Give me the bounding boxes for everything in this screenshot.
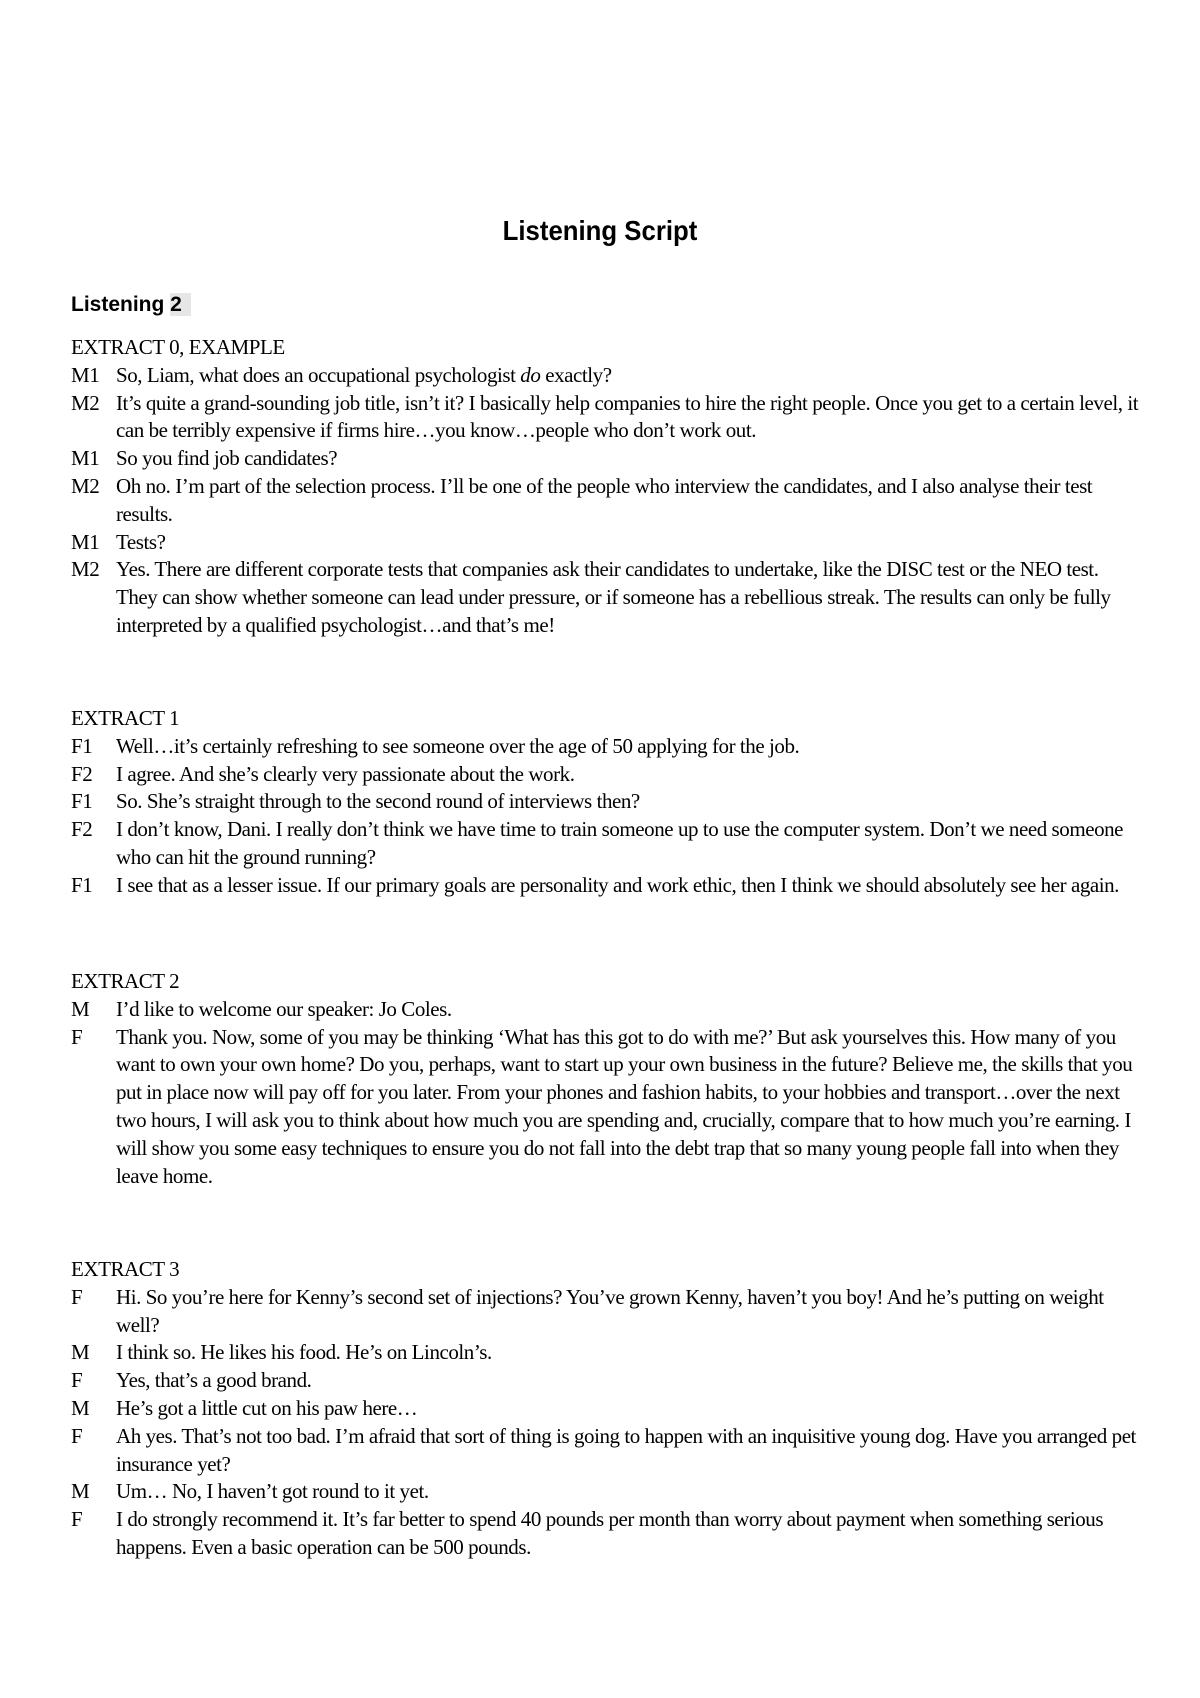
line-text: Yes. There are different corporate tests that companies ask their candidates to undertake, like the DISC test or the NEO test. They can show whether someone can lead under pressure, or if someone has a rebellious streak. The results can only be fully interpreted by a qualified psychologist…and that’s me!: [116, 557, 1111, 637]
script-line: [71, 1284, 1141, 1340]
script-line: [71, 733, 1141, 761]
subtitle-text: Listening: [71, 293, 171, 316]
speaker-label: F: [71, 1284, 83, 1309]
line-emphasis: do: [520, 362, 541, 387]
line-text: I agree. And she’s clearly very passionate about the work.: [116, 761, 575, 786]
speaker-label: M: [71, 1479, 90, 1504]
speaker-label: M1: [71, 529, 100, 554]
line-text: Hi. So you’re here for Kenny’s second set of injections? You’ve grown Kenny, haven’t you boy! And he’s putting on weight well?: [116, 1284, 1104, 1337]
line-text: Thank you. Now, some of you may be thinking ‘What has this got to do with me?’ But ask yourselves this. How many of you want to own your own home? Do you, perhaps, want to start up your own business in the future? Believe me, the skills that you put in place now will pay off for you later. From your phones and fashion habits, to your hobbies and transport…over the next two hours, I will ask you to think about how much you are spending and, crucially, compare that to how much you’re earning. I will show you some easy techniques to ensure you do not fall into the debt trap that so many young people fall into when they leave home.: [116, 1024, 1133, 1188]
script-line: [71, 445, 1141, 473]
speaker-label: M1: [71, 446, 100, 471]
script-line: [71, 761, 1141, 789]
extract-2: [71, 968, 1141, 1190]
script-line: [71, 1367, 1141, 1395]
script-line: [71, 788, 1141, 816]
script-line: [71, 362, 1141, 390]
script-line: [71, 1339, 1141, 1367]
line-text: He’s got a little cut on his paw here…: [116, 1395, 418, 1420]
line-text: So, Liam, what does an occupational psychologist: [116, 362, 521, 387]
line-text: I don’t know, Dani. I really don’t think we have time to train someone up to use the computer system. Don’t we need someone who can hit the ground running?: [116, 817, 1124, 869]
line-text: Tests?: [116, 529, 166, 554]
subtitle-number: 2: [170, 293, 191, 316]
script-line: [71, 1478, 1141, 1506]
line-text: I do strongly recommend it. It’s far better to spend 40 pounds per month than worry about payment when something serious happens. Even a basic operation can be 500 pounds.: [116, 1507, 1104, 1559]
speaker-label: F1: [71, 733, 93, 758]
speaker-label: F: [71, 1024, 83, 1049]
speaker-label: M1: [71, 362, 100, 387]
line-text: So you find job candidates?: [116, 446, 338, 471]
extract-heading: EXTRACT 0, EXAMPLE: [71, 335, 285, 359]
speaker-label: M2: [71, 390, 100, 415]
speaker-label: M2: [71, 557, 100, 582]
line-text: Ah yes. That’s not too bad. I’m afraid that sort of thing is going to happen with an inquisitive young dog. Have you arranged pet insurance yet?: [116, 1423, 1136, 1476]
line-text: Oh no. I’m part of the selection process. I’ll be one of the people who interview the candidates, and I also analyse their test results.: [116, 473, 1093, 526]
speaker-label: M: [71, 996, 90, 1021]
script-line: [71, 473, 1141, 529]
script-line: [71, 390, 1141, 446]
script-line: [71, 1423, 1141, 1479]
extract-heading: EXTRACT 2: [71, 969, 180, 993]
script-line: [71, 556, 1141, 639]
extract-heading: EXTRACT 3: [71, 1257, 180, 1281]
speaker-label: F1: [71, 872, 93, 897]
script-line: [71, 1024, 1141, 1191]
script-line: [71, 1506, 1141, 1562]
script-line: [71, 996, 1141, 1024]
speaker-label: F: [71, 1423, 83, 1448]
line-text: So. She’s straight through to the second round of interviews then?: [116, 789, 640, 814]
speaker-label: F1: [71, 789, 93, 814]
speaker-label: F: [71, 1507, 83, 1532]
extract-heading: EXTRACT 1: [71, 706, 180, 730]
extract-0: [71, 334, 1141, 640]
line-text: Um… No, I haven’t got round to it yet.: [116, 1479, 429, 1504]
line-text: I see that as a lesser issue. If our primary goals are personality and work ethic, then I think we should absolutely see her again.: [116, 872, 1119, 897]
line-text: exactly?: [540, 362, 612, 387]
speaker-label: F2: [71, 817, 93, 842]
line-text: I think so. He likes his food. He’s on Lincoln’s.: [116, 1340, 492, 1365]
script-line: [71, 1395, 1141, 1423]
speaker-label: M: [71, 1395, 90, 1420]
script-line: [71, 816, 1141, 872]
line-text: Yes, that’s a good brand.: [116, 1368, 312, 1393]
section-subtitle: [71, 292, 191, 318]
speaker-label: M: [71, 1340, 90, 1365]
extract-3: [71, 1256, 1141, 1562]
line-text: Well…it’s certainly refreshing to see someone over the age of 50 applying for the job.: [116, 733, 800, 758]
speaker-label: F2: [71, 761, 93, 786]
page-title: Listening Script: [502, 215, 698, 246]
extract-1: [71, 705, 1141, 900]
speaker-label: F: [71, 1368, 83, 1393]
script-line: [71, 872, 1141, 900]
script-line: [71, 529, 1141, 557]
line-text: It’s quite a grand-sounding job title, isn’t it? I basically help companies to hire the right people. Once you get to a certain level, it can be terribly expensive if firms hire…you know…people who don’t work out.: [116, 390, 1139, 443]
line-text: I’d like to welcome our speaker: Jo Coles.: [116, 996, 452, 1021]
speaker-label: M2: [71, 473, 100, 498]
